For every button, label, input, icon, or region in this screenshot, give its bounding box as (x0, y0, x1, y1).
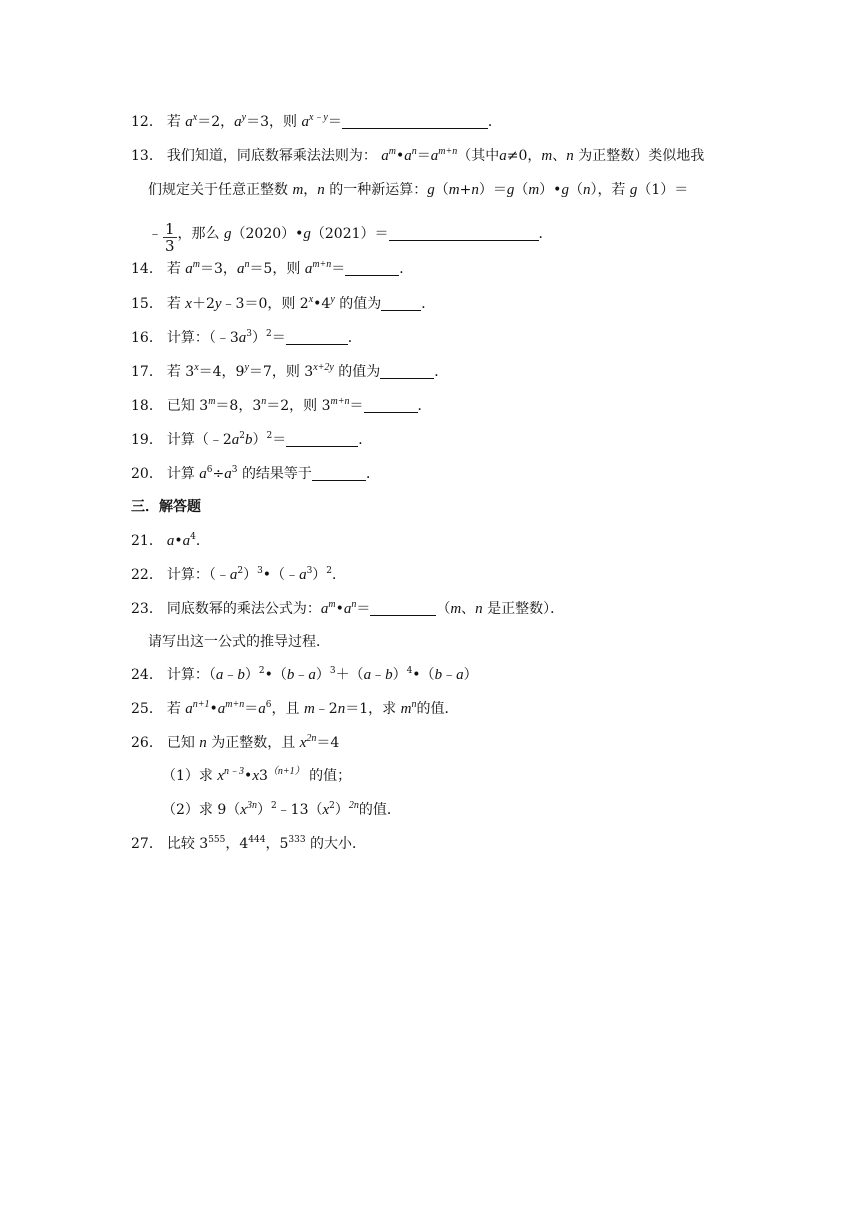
text-fragment: 已知 (166, 735, 195, 751)
exponent: 4 (406, 666, 413, 676)
exponent: n (351, 599, 357, 610)
text-fragment: （ (436, 601, 451, 617)
math-variable: a (320, 601, 329, 617)
exponent: （n+1） (267, 766, 305, 777)
exponent: x (194, 362, 199, 373)
exponent: x (308, 294, 314, 305)
math-variable: x (322, 802, 330, 818)
text-fragment: • (335, 601, 344, 617)
exponent: 6 (206, 465, 213, 475)
math-variable: b (286, 667, 295, 683)
text-fragment: （2）求 9（ (162, 802, 241, 818)
text-fragment: 同底数幂的乘法公式为： (166, 601, 321, 617)
text-fragment: ＝ (356, 601, 371, 617)
answer-blank[interactable] (286, 330, 348, 345)
math-variable: a (363, 667, 372, 683)
exponent: 2 (258, 666, 265, 676)
text-fragment: ＋2 (191, 296, 215, 312)
math-variable: b (385, 667, 393, 683)
text-fragment: ＝ (271, 330, 286, 346)
math-variable: m (541, 148, 553, 164)
text-fragment: 的大小． (310, 836, 367, 852)
math-variable: n (337, 701, 346, 717)
math-variable: x (252, 768, 259, 784)
math-variable: a (381, 148, 389, 164)
text-fragment: • (174, 533, 183, 549)
text-fragment: ＝4 (316, 735, 340, 751)
question-22 (131, 565, 346, 585)
answer-blank[interactable] (380, 364, 434, 379)
math-variable: m (400, 701, 412, 717)
text-fragment: ﹣ (148, 226, 162, 242)
text-fragment: （1）求 (162, 768, 213, 784)
text-fragment: ． (347, 330, 362, 346)
text-fragment: 、 (552, 148, 567, 164)
text-fragment: ） (334, 802, 349, 818)
text-fragment: 25． (131, 701, 163, 717)
text-fragment: ﹣ (442, 667, 457, 683)
text-fragment: ＝2， (197, 114, 235, 130)
math-variable: a (236, 261, 245, 277)
math-variable: a (185, 261, 193, 277)
question-15 (131, 294, 435, 314)
question-26 (131, 733, 339, 753)
math-variable: m (303, 701, 315, 717)
text-fragment: ＝ (327, 114, 342, 130)
question-13-line-1: 13． 我们知道，同底数幂乘法法则为： $a^m•a^n=a^{m+n}$（其中a≠0，m、n 为正整数）类似地我 (131, 146, 705, 164)
text-fragment: •（ (264, 667, 287, 683)
question-26-part-1 (162, 766, 351, 786)
text-fragment: 3 (165, 237, 175, 255)
text-fragment: （ (434, 182, 449, 198)
answer-blank[interactable] (342, 114, 488, 129)
text-fragment: 12． (131, 114, 163, 130)
question-25 (131, 699, 458, 719)
question-19 (131, 430, 372, 450)
text-fragment: 的值为 (339, 296, 382, 312)
exponent: 2 (239, 431, 245, 441)
math-variable: a (224, 466, 232, 482)
exponent: 2 (237, 566, 244, 576)
exponent: m+n (312, 259, 332, 270)
exponent: y (330, 294, 335, 305)
math-variable: m (292, 182, 304, 198)
math-variable: n (317, 182, 325, 198)
text-fragment: 的值； (309, 768, 352, 784)
math-variable: a (217, 701, 226, 717)
text-fragment: ≠0， (506, 148, 542, 164)
exponent: n (261, 396, 267, 407)
text-fragment: ． (421, 296, 436, 312)
exponent: m+n (330, 396, 350, 407)
text-fragment: ＝ (416, 148, 431, 164)
text-fragment: 24． (131, 667, 163, 683)
exponent: 4 (190, 532, 196, 542)
text-fragment: ＝3，则 (246, 114, 298, 130)
exponent: 3 (246, 329, 252, 339)
question-21 (131, 531, 210, 551)
math-variable: a (238, 330, 247, 346)
math-variable: a (185, 114, 193, 130)
math-variable: g (561, 182, 569, 198)
text-fragment: ） (539, 182, 554, 198)
exponent: 3 (257, 566, 263, 576)
math-variable: a (231, 432, 240, 448)
math-variable: a (304, 261, 313, 277)
text-fragment: ，4 (225, 836, 249, 852)
text-fragment: ． (538, 226, 553, 242)
exponent: 2 (270, 801, 277, 811)
text-fragment: 已知 3 (166, 398, 209, 414)
text-fragment: • (244, 768, 253, 784)
text-fragment: 若 (166, 114, 181, 130)
question-23-line-2: 请写出这一公式的推导过程． (148, 634, 330, 650)
text-fragment: ﹣ (371, 667, 386, 683)
math-variable: y (214, 296, 222, 312)
text-fragment: ＝7，则 3 (248, 364, 314, 380)
math-variable: a (185, 701, 193, 717)
math-variable: a (182, 533, 191, 549)
text-fragment: ＝ (331, 261, 346, 277)
text-fragment: 16． (131, 330, 163, 346)
math-variable: b (244, 432, 253, 448)
exponent: m (388, 146, 397, 157)
question-27 (131, 834, 366, 854)
text-fragment: （2020）• (231, 226, 304, 242)
text-fragment: •（ (412, 667, 435, 683)
question-13-line-2: 们规定关于任意正整数 m，n 的一种新运算：g（m+n）＝g（m）•g（n），若 g（1）＝ (148, 182, 689, 198)
text-fragment: 为正整数，且 (211, 735, 296, 751)
text-fragment: 18． (131, 398, 163, 414)
text-fragment: ﹣3＝0，则 2 (221, 296, 309, 312)
math-variable: a (301, 114, 309, 130)
text-fragment: ． (358, 432, 373, 448)
math-variable: a (258, 701, 266, 717)
text-fragment: 3 (258, 768, 268, 784)
math-variable: n (566, 148, 574, 164)
exponent: n+1 (192, 699, 210, 710)
exponent: 3n (246, 800, 257, 811)
text-fragment: 的一种新运算： (329, 182, 428, 198)
text-fragment: ， (303, 182, 318, 198)
text-fragment: ＝1，求 (345, 701, 397, 717)
math-variable: n (471, 182, 479, 198)
text-fragment: 21． (131, 533, 163, 549)
answer-blank[interactable] (381, 296, 421, 311)
text-fragment: ． (365, 466, 380, 482)
math-variable: a (166, 533, 175, 549)
text-fragment: ＋（ (335, 667, 364, 683)
text-fragment: 17． (131, 364, 163, 380)
exponent: x (192, 112, 198, 123)
math-variable: a (229, 567, 238, 583)
exponent: 3 (306, 566, 313, 576)
text-fragment: ＝2，则 3 (266, 398, 331, 414)
exponent: m+n (225, 699, 245, 710)
question-14 (131, 259, 413, 279)
text-fragment: 计算（﹣2 (166, 432, 232, 448)
text-fragment: ． (332, 567, 347, 583)
math-variable: m (450, 601, 462, 617)
exponent: 3 (231, 465, 238, 475)
text-fragment: （1）＝ (637, 182, 689, 198)
text-fragment: ） (251, 330, 266, 346)
text-fragment: （2021）＝ (310, 226, 389, 242)
math-variable: a (199, 466, 207, 482)
text-fragment: 计算：（ (166, 667, 216, 683)
exponent: m (328, 599, 336, 610)
text-fragment: 的结果等于 (241, 466, 312, 482)
text-fragment: 20． (131, 466, 163, 482)
text-fragment: 我们知道，同底数幂乘法法则为： (166, 148, 377, 164)
text-fragment: ） (312, 567, 327, 583)
text-fragment: ） (392, 667, 407, 683)
text-fragment: （ (568, 182, 583, 198)
text-fragment: ） (590, 182, 598, 198)
exponent: n (244, 259, 250, 270)
answer-blank[interactable] (389, 226, 539, 241)
exponent: y (244, 362, 249, 373)
math-variable: a (499, 148, 507, 164)
text-fragment: 若 (166, 261, 181, 277)
math-variable: b (434, 667, 443, 683)
text-fragment: 13． (131, 148, 163, 164)
text-fragment: ，若 (597, 182, 626, 198)
math-variable: x (299, 735, 307, 751)
math-variable: a (456, 667, 464, 683)
math-variable: g (629, 182, 638, 198)
text-fragment: ） (256, 802, 271, 818)
exponent: m (208, 396, 216, 407)
math-variable: g (506, 182, 515, 198)
text-fragment: ） (463, 667, 478, 683)
text-fragment: 若 (166, 296, 181, 312)
exponent: 3 (329, 666, 336, 676)
text-fragment: 26． (131, 735, 163, 751)
question-26-part-2 (162, 800, 401, 820)
text-fragment: ． (195, 533, 210, 549)
text-fragment: ，且 (271, 701, 300, 717)
text-fragment: 计算 (166, 466, 195, 482)
text-fragment: ） (252, 432, 267, 448)
answer-blank[interactable] (364, 398, 418, 413)
question-20 (131, 464, 380, 484)
text-fragment: ＝3， (200, 261, 237, 277)
text-fragment: ． (434, 364, 449, 380)
exponent: 2 (326, 566, 333, 576)
text-fragment: ） (244, 667, 259, 683)
text-fragment: •4 (313, 296, 331, 312)
text-fragment: 、 (461, 601, 476, 617)
text-fragment: 19． (131, 432, 163, 448)
text-fragment: 的值为 (338, 364, 381, 380)
exponent: n﹣3 (224, 766, 245, 777)
text-fragment: ＝5，则 (249, 261, 301, 277)
text-fragment: ＝4，9 (198, 364, 245, 380)
text-fragment: 计算：（﹣3 (166, 330, 239, 346)
math-variable: g (427, 182, 435, 198)
text-fragment: 若 3 (166, 364, 195, 380)
math-variable: x (240, 802, 247, 818)
math-variable: b (237, 667, 245, 683)
question-24 (131, 665, 478, 685)
answer-blank[interactable] (312, 466, 366, 481)
math-variable: m (528, 182, 540, 198)
text-fragment: 为正整数）类似地我 (578, 148, 705, 164)
text-fragment: 的值． (416, 701, 459, 717)
fraction-one-third (163, 221, 177, 254)
text-fragment: 15． (131, 296, 163, 312)
text-fragment: 14． (131, 261, 163, 277)
exponent: n (411, 146, 417, 157)
text-fragment: ，5 (265, 836, 289, 852)
math-variable: a (234, 114, 242, 130)
text-fragment: （ (514, 182, 529, 198)
exponent: x﹣y (308, 112, 328, 123)
text-fragment: ÷ (212, 466, 225, 482)
text-fragment: ＝8，3 (215, 398, 262, 414)
exponent: 333 (288, 835, 306, 845)
question-12 (131, 112, 502, 132)
text-fragment: 们规定关于任意正整数 (148, 182, 288, 198)
math-variable: m (448, 182, 460, 198)
math-variable: a (299, 567, 307, 583)
exponent: x+2y (313, 362, 334, 373)
section-heading: 三．解答题 (131, 499, 201, 515)
math-variable: g (224, 226, 232, 242)
text-fragment: • (209, 701, 218, 717)
text-fragment: ﹣2 (314, 701, 338, 717)
exponent: n (411, 699, 417, 710)
question-18 (131, 396, 432, 416)
exponent: 555 (208, 835, 226, 845)
text-fragment: 计算：（﹣ (166, 567, 230, 583)
text-fragment: 比较 3 (166, 836, 209, 852)
question-17 (131, 362, 448, 382)
text-fragment: ） (315, 667, 330, 683)
exponent: m (192, 259, 201, 270)
math-variable: n (199, 735, 207, 751)
exponent: 2 (266, 431, 273, 441)
text-fragment: •（﹣ (262, 567, 300, 583)
exponent: 2 (329, 801, 335, 811)
text-fragment: ＝ (244, 701, 259, 717)
question-23 (131, 599, 564, 619)
answer-blank[interactable] (370, 601, 436, 616)
text-fragment: 22． (131, 567, 163, 583)
math-variable: a (308, 667, 316, 683)
exponent: 2 (265, 329, 272, 339)
answer-blank[interactable] (345, 261, 399, 276)
text-fragment: 若 (166, 701, 181, 717)
math-variable: n (582, 182, 591, 198)
text-fragment: 是正整数）． (487, 601, 565, 617)
text-fragment: 1 (165, 220, 175, 238)
text-fragment: （其中 (457, 148, 500, 164)
question-16 (131, 328, 362, 348)
question-13-line-3 (148, 221, 553, 254)
exponent: y (241, 112, 247, 123)
text-fragment: 的值． (358, 802, 401, 818)
math-variable: a (343, 601, 352, 617)
text-fragment: 27． (131, 836, 163, 852)
text-fragment: ＝ (349, 398, 364, 414)
text-fragment: ﹣ (223, 667, 238, 683)
text-fragment: ﹣13（ (276, 802, 323, 818)
text-fragment: 23． (131, 601, 163, 617)
text-fragment: ）＝ (478, 182, 507, 198)
math-variable: a (430, 148, 439, 164)
text-fragment: ） (243, 567, 258, 583)
math-variable: g (303, 226, 311, 242)
text-fragment: ． (399, 261, 414, 277)
exponent: 444 (248, 835, 266, 845)
math-variable: a (215, 667, 224, 683)
exponent: 2n (306, 733, 317, 744)
text-fragment: ﹣ (294, 667, 309, 683)
exponent: 6 (265, 700, 272, 710)
text-fragment: ，那么 (177, 226, 220, 242)
math-variable: x (217, 768, 225, 784)
text-fragment: ＝ (272, 432, 287, 448)
text-fragment: ． (487, 114, 502, 130)
exponent: 2n (348, 800, 359, 811)
math-variable: n (475, 601, 483, 617)
text-fragment: ． (417, 398, 432, 414)
answer-blank[interactable] (286, 432, 358, 447)
math-variable: a (404, 148, 412, 164)
math-variable: x (185, 296, 192, 312)
exponent: m+n (438, 146, 458, 157)
